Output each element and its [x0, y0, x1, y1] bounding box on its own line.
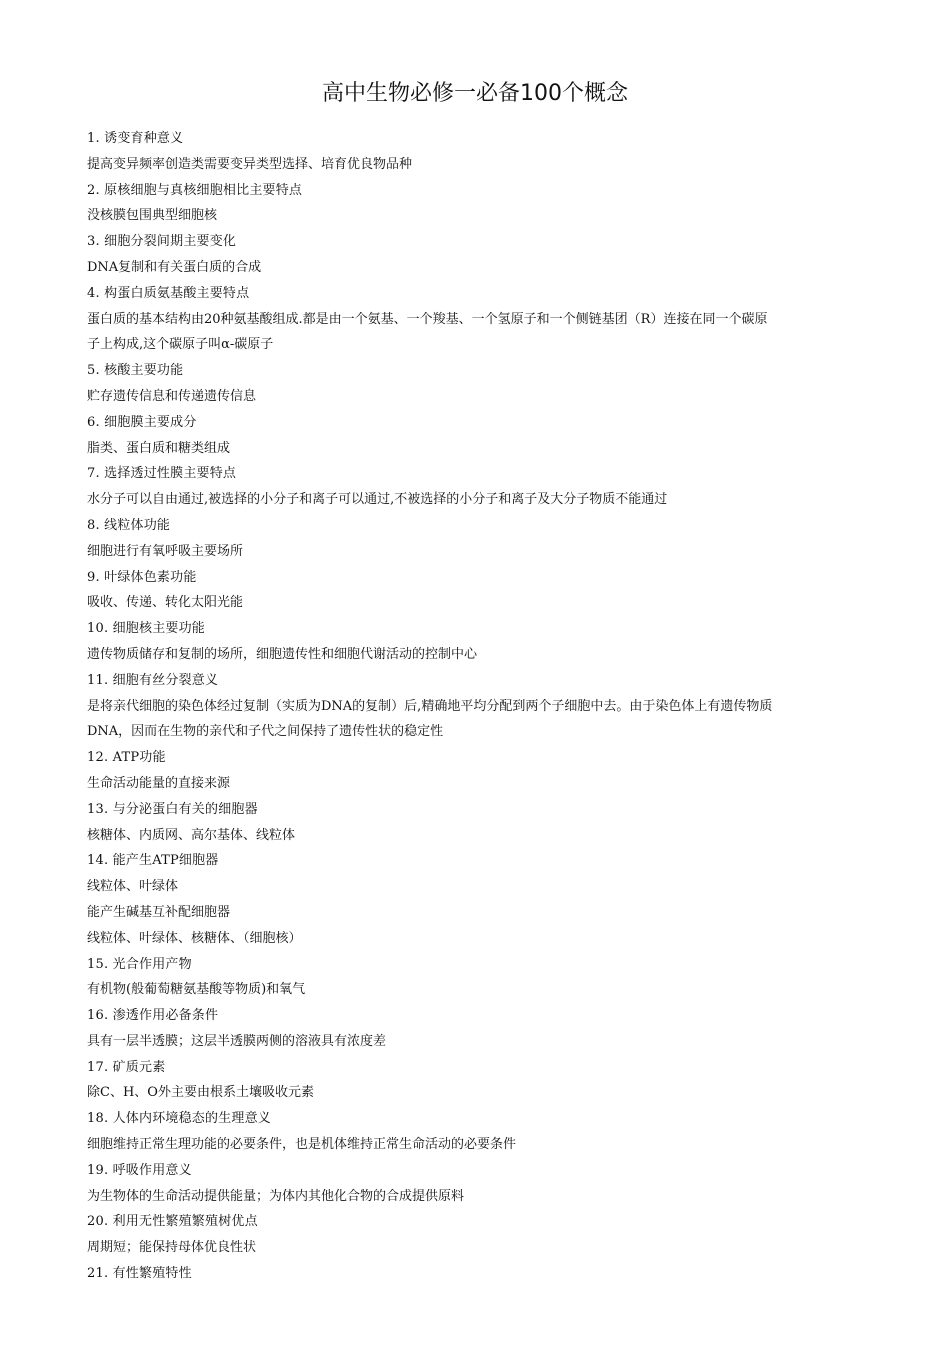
- document-body: [87, 126, 867, 1287]
- concept-heading: 19. 呼吸作用意义: [87, 1162, 192, 1178]
- concept-answer: 线粒体、叶绿体、核糖体、（细胞核）: [87, 930, 302, 946]
- concept-heading: 10. 细胞核主要功能: [87, 621, 206, 637]
- concept-answer: 周期短；能保持母体优良性状: [87, 1240, 257, 1256]
- concept-heading: 5. 核酸主要功能: [87, 363, 184, 379]
- document-title: 高中生物必修一必备100个概念: [322, 81, 628, 106]
- concept-heading: 6. 细胞膜主要成分: [87, 414, 197, 430]
- concept-answer: 遗传物质储存和复制的场所，细胞遗传性和细胞代谢活动的控制中心: [87, 646, 478, 662]
- concept-answer: DNA，因而在生物的亲代和子代之间保持了遗传性状的稳定性: [87, 724, 444, 740]
- concept-answer: DNA复制和有关蛋白质的合成: [87, 259, 262, 275]
- concept-answer: 生命活动能量的直接来源: [87, 775, 231, 791]
- concept-answer: 提高变异频率创造类需要变异类型选择、培育优良物品种: [87, 156, 413, 172]
- concept-answer: 子上构成,这个碳原子叫α-碳原子: [87, 337, 274, 353]
- concept-answer: 细胞进行有氧呼吸主要场所: [87, 543, 244, 559]
- concept-answer: 有机物(般葡萄糖氨基酸等物质)和氧气: [87, 982, 306, 998]
- concept-heading: 21. 有性繁殖特性: [87, 1266, 192, 1282]
- concept-answer: 是将亲代细胞的染色体经过复制（实质为DNA的复制）后,精确地平均分配到两个子细胞中去。由于染色体上有遗传物质: [87, 698, 773, 714]
- concept-heading: 13. 与分泌蛋白有关的细胞器: [87, 801, 258, 817]
- concept-heading: 2. 原核细胞与真核细胞相比主要特点: [87, 182, 303, 198]
- concept-heading: 18. 人体内环境稳态的生理意义: [87, 1111, 272, 1127]
- concept-heading: 8. 线粒体功能: [87, 517, 171, 533]
- concept-answer: 能产生碱基互补配细胞器: [87, 904, 231, 920]
- concept-heading: 9. 叶绿体色素功能: [87, 569, 197, 585]
- concept-answer: 蛋白质的基本结构由20种氨基酸组成.都是由一个氨基、一个羧基、一个氢原子和一个侧链基团（R）连接在同一个碳原: [87, 311, 768, 327]
- concept-heading: 14. 能产生ATP细胞器: [87, 853, 219, 869]
- concept-answer: 贮存遗传信息和传递遗传信息: [87, 388, 257, 404]
- concept-heading: 3. 细胞分裂间期主要变化: [87, 234, 237, 250]
- concept-heading: 11. 细胞有丝分裂意义: [87, 672, 219, 688]
- concept-answer: 水分子可以自由通过,被选择的小分子和离子可以通过,不被选择的小分子和离子及大分子物质不能通过: [87, 492, 668, 508]
- concept-heading: 20. 利用无性繁殖繁殖树优点: [87, 1214, 258, 1230]
- concept-answer: 核糖体、内质网、高尔基体、线粒体: [87, 827, 296, 843]
- concept-answer: 除C、H、O外主要由根系土壤吸收元素: [87, 1085, 314, 1101]
- concept-answer: 具有一层半透膜；这层半透膜两侧的溶液具有浓度差: [87, 1033, 387, 1049]
- concept-answer: 线粒体、叶绿体: [87, 879, 179, 895]
- concept-heading: 15. 光合作用产物: [87, 956, 192, 972]
- concept-answer: 没核膜包围典型细胞核: [87, 208, 218, 224]
- concept-answer: 为生物体的生命活动提供能量；为体内其他化合物的合成提供原料: [87, 1188, 465, 1204]
- concept-heading: 1. 诱变育种意义: [87, 131, 184, 146]
- concept-heading: 12. ATP功能: [87, 750, 166, 766]
- concept-heading: 17. 矿质元素: [87, 1059, 166, 1075]
- concept-heading: 7. 选择透过性膜主要特点: [87, 466, 237, 482]
- concept-heading: 16. 渗透作用必备条件: [87, 1008, 219, 1024]
- concept-answer: 细胞维持正常生理功能的必要条件，也是机体维持正常生命活动的必要条件: [87, 1137, 517, 1153]
- concept-heading: 4. 构蛋白质氨基酸主要特点: [87, 285, 250, 301]
- concept-answer: 吸收、传递、转化太阳光能: [87, 595, 244, 611]
- concept-answer: 脂类、蛋白质和糖类组成: [87, 440, 231, 456]
